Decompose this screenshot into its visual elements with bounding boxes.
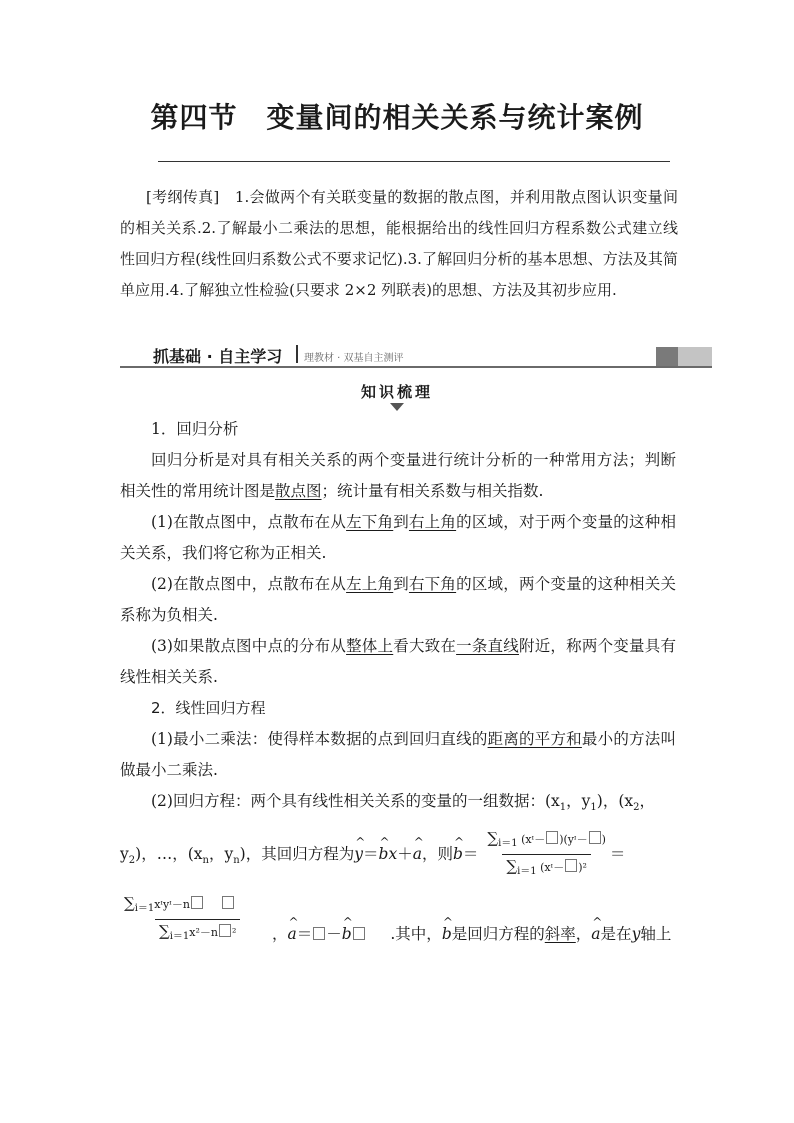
x-bar-placeholder	[219, 924, 231, 937]
triangle-down-icon	[390, 403, 404, 411]
b-hat: ^ b	[453, 823, 463, 885]
y-hat: ^ y	[354, 823, 363, 885]
underlined-term: 斜率	[544, 925, 576, 944]
syllabus-text: 1.会做两个有关联变量的数据的散点图，并利用散点图认识变量间的相关关系.2.了解最小二乘法的思想，能根据给出的线性回归方程系数公式建立线性回归方程(线性回归系数公式不要求记忆).3.了解回归分析的基本思想、方法及其简单应用.4.了解独立性检验(只要求 2×2 列联表)的思想、方法及其初步应用.	[120, 188, 678, 299]
b-hat: ^ b	[342, 919, 352, 950]
knowledge-heading	[0, 381, 794, 411]
x-bar-placeholder	[546, 831, 558, 844]
paragraph: (1)最小二乘法：使得样本数据的点到回归直线的距离的平方和最小的方法叫做最小二乘法.	[120, 730, 676, 779]
regression-equation-line: $y_2$)，…，($x_n$，$y_n$)，其回归方程为^ y＝^ bx＋^ a，则^ b＝ $\frac{\sum_{i=1} (xᶦ- )(yᶦ- )}{\sum_{i=1} (xᶦ- )^2}$ ＝	[120, 823, 676, 885]
paragraph: (2)在散点图中，点散布在从左上角到右下角的区域，两个变量的这种相关关系称为负相关.	[120, 575, 676, 624]
page-title: 第四节 变量间的相关关系与统计案例	[150, 101, 644, 134]
paragraph: (1)在散点图中，点散布在从左下角到右上角的区域，对于两个变量的这种相关关系，我们将它称为正相关.	[120, 513, 676, 562]
main-content	[120, 414, 676, 981]
paragraph: (3)如果散点图中点的分布从整体上看大致在一条直线附近，称两个变量具有线性相关关系.	[120, 637, 676, 686]
section-banner	[120, 344, 712, 368]
underlined-term: 整体上	[346, 637, 394, 655]
paragraph: (2)回归方程：两个具有线性相关关系的变量的一组数据：($x_1$，$y_1$)，($x_2$，	[151, 792, 655, 814]
heading-regression-analysis: 1．回归分析	[151, 420, 239, 438]
y-bar-placeholder	[313, 927, 325, 940]
underlined-term: 距离的平方和	[487, 730, 582, 748]
a-hat: ^ a	[591, 919, 600, 950]
paragraph: 回归分析是对具有相关关系的两个变量进行统计分析的一种常用方法；判断相关性的常用统计图是散点图；统计量有相关系数与相关指数.	[120, 451, 676, 500]
a-hat: ^ a	[413, 823, 422, 885]
b-hat: ^ b	[379, 823, 389, 885]
heading-linear-regression: 2．线性回归方程	[151, 699, 266, 717]
slope-fraction-2: $\sum_{i=1}xᶦyᶦ-n$ $\sum_{i=1}x^2-n$ ²	[120, 895, 275, 945]
y-bar-placeholder	[589, 831, 601, 844]
title-divider	[158, 161, 670, 162]
banner-divider	[296, 345, 298, 363]
x-bar-placeholder	[191, 896, 203, 909]
banner-subtitle: 理教材 · 双基自主测评	[304, 353, 404, 364]
a-hat: ^ a	[288, 919, 297, 950]
y-bar-placeholder	[222, 896, 234, 909]
banner-title: 抓基础 · 自主学习	[153, 347, 283, 366]
banner-dark-block	[656, 347, 678, 366]
knowledge-heading-text: 知识梳理	[360, 383, 433, 401]
x-bar-placeholder	[565, 859, 577, 872]
intercept-and-tail: ，^ a＝ －^ b .其中，^ b是回归方程的斜率，^ a是在y轴上	[272, 919, 671, 950]
underlined-term: 一条直线	[456, 637, 519, 655]
underlined-term: 右上角	[408, 513, 457, 531]
underlined-term: 左上角	[346, 575, 394, 593]
b-hat: ^ b	[442, 919, 452, 950]
x-bar-placeholder	[353, 927, 365, 940]
syllabus-label: [考纲传真]	[146, 188, 220, 206]
underlined-term: 散点图	[275, 482, 322, 500]
underlined-term: 右下角	[408, 575, 457, 593]
slope-fraction-1: $\frac{\sum_{i=1} (xᶦ- )(yᶦ- )}{\sum_{i=1} (xᶦ- )^2}$	[483, 830, 610, 880]
syllabus-block	[120, 182, 678, 306]
regression-formula-line	[120, 885, 676, 981]
underlined-term: 左下角	[346, 513, 394, 531]
banner-light-block	[678, 347, 712, 366]
